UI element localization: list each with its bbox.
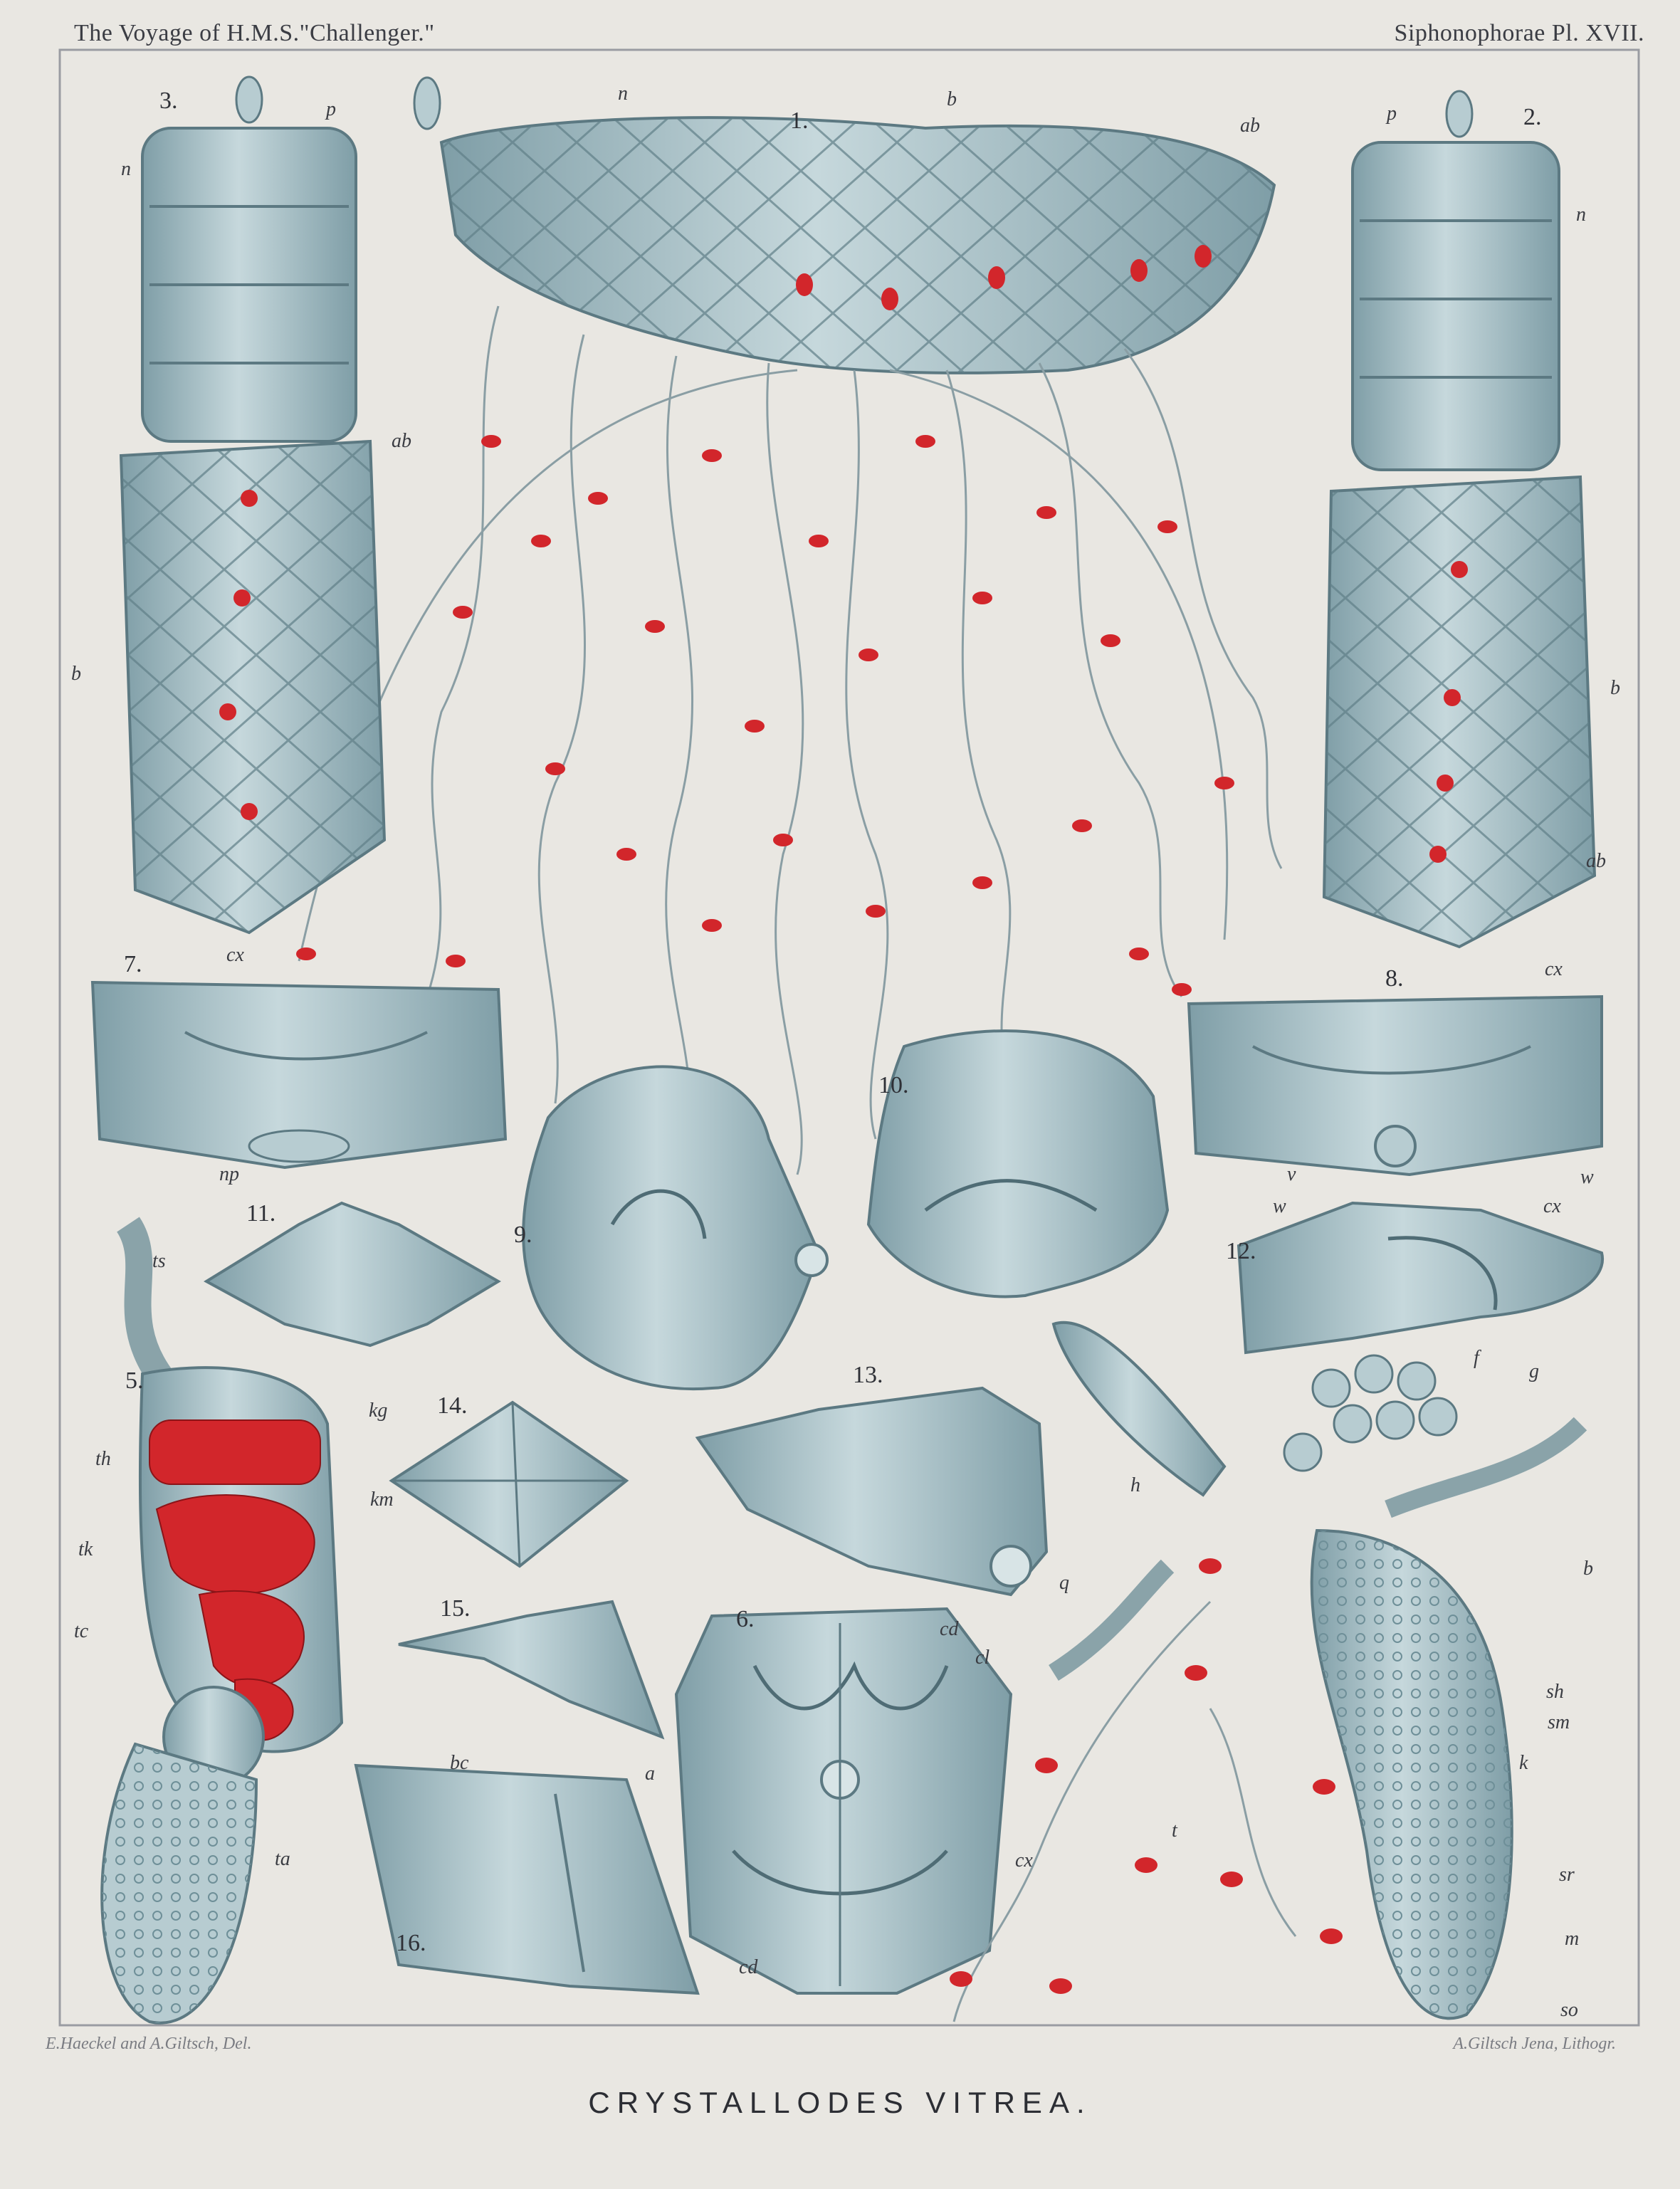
- figure-15-bract: [399, 1602, 662, 1737]
- figure-12-nectophore: [1239, 1203, 1602, 1353]
- figure-16-bract: [356, 1765, 698, 1993]
- label-ta: ta: [275, 1848, 290, 1870]
- label-f: f: [1474, 1347, 1479, 1369]
- label-cx-fig12: cx: [1543, 1195, 1561, 1217]
- label-n-fig2: n: [1576, 204, 1586, 226]
- fig-14-number: 14.: [437, 1392, 468, 1419]
- figure-group-cormidium: [950, 1323, 1580, 2022]
- label-cd-bottom: cd: [739, 1956, 758, 1978]
- label-a: a: [645, 1763, 655, 1785]
- label-h: h: [1130, 1474, 1140, 1496]
- label-q: q: [1059, 1572, 1069, 1594]
- label-g: g: [1529, 1360, 1539, 1382]
- label-m: m: [1565, 1928, 1580, 1950]
- fig-11-number: 11.: [246, 1200, 276, 1227]
- label-sr: sr: [1559, 1864, 1575, 1886]
- fig-5-number: 5.: [125, 1368, 144, 1394]
- figure-6-nectophore: [676, 1609, 1011, 1993]
- label-b-fig3: b: [71, 663, 81, 685]
- figure-3-column: [121, 77, 384, 933]
- figure-2-column: [1324, 91, 1595, 947]
- label-ab-fig1: ab: [1240, 115, 1260, 137]
- fig-2-number: 2.: [1523, 104, 1542, 130]
- fig-7-number: 7.: [124, 951, 142, 977]
- credit-left: E.Haeckel and A.Giltsch, Del.: [46, 2035, 252, 2053]
- fig-8-number: 8.: [1385, 965, 1404, 992]
- label-cx-fig7: cx: [226, 944, 244, 966]
- fig-6-number: 6.: [736, 1606, 755, 1632]
- figure-5-tentacle-knob: [102, 1224, 342, 2023]
- label-th: th: [95, 1448, 111, 1470]
- fig-13-number: 13.: [853, 1362, 883, 1388]
- label-b-group: b: [1583, 1558, 1593, 1580]
- label-b-fig2: b: [1610, 677, 1620, 699]
- label-np-fig7: np: [219, 1163, 239, 1185]
- label-b-fig1: b: [947, 88, 957, 110]
- label-v-fig8: v: [1287, 1163, 1296, 1185]
- credit-right: A.Giltsch Jena, Lithogr.: [1453, 2035, 1616, 2053]
- fig-10-number: 10.: [878, 1072, 909, 1098]
- label-tk: tk: [78, 1538, 93, 1560]
- label-tc: tc: [74, 1620, 89, 1642]
- label-t: t: [1172, 1820, 1177, 1842]
- label-ab-fig3: ab: [392, 430, 411, 452]
- figure-14-bract: [392, 1402, 626, 1566]
- figure-7-bract: [93, 982, 505, 1167]
- fig-15-number: 15.: [440, 1595, 471, 1622]
- fig-1-number: 1.: [790, 107, 809, 134]
- label-cl: cl: [975, 1647, 990, 1669]
- figure-13-nectophore: [698, 1388, 1046, 1595]
- label-cx-fig8: cx: [1545, 958, 1563, 980]
- label-sm: sm: [1548, 1711, 1570, 1733]
- label-km: km: [370, 1489, 394, 1511]
- label-k: k: [1519, 1752, 1528, 1774]
- label-p-fig2: p: [1387, 103, 1397, 125]
- label-sh: sh: [1546, 1681, 1564, 1703]
- label-cx-fig6: cx: [1015, 1849, 1033, 1872]
- label-w-fig8: w: [1580, 1166, 1594, 1188]
- fig-9-number: 9.: [514, 1222, 532, 1248]
- label-w-fig12: w: [1273, 1195, 1286, 1217]
- label-n-fig3: n: [121, 158, 131, 180]
- label-ab-fig2: ab: [1586, 850, 1606, 872]
- figure-9-nectophore: [523, 1066, 827, 1389]
- fig-3-number: 3.: [159, 88, 178, 114]
- label-so: so: [1560, 1999, 1578, 2021]
- label-p-fig3: p: [326, 98, 336, 120]
- figure-8-bract: [1189, 997, 1602, 1175]
- label-kg: kg: [369, 1400, 388, 1422]
- header-left: The Voyage of H.M.S."Challenger.": [74, 20, 435, 46]
- label-bc: bc: [450, 1752, 469, 1774]
- fig-16-number: 16.: [396, 1930, 426, 1956]
- plate-title: CRYSTALLODES VITREA.: [588, 2086, 1092, 2119]
- label-ts: ts: [152, 1250, 166, 1272]
- figure-10-nectophore: [868, 1031, 1167, 1296]
- label-n-fig1: n: [618, 83, 628, 105]
- label-cd-top: cd: [940, 1618, 959, 1640]
- header-right: Siphonophorae Pl. XVII.: [1394, 20, 1644, 46]
- fig-12-number: 12.: [1226, 1238, 1256, 1264]
